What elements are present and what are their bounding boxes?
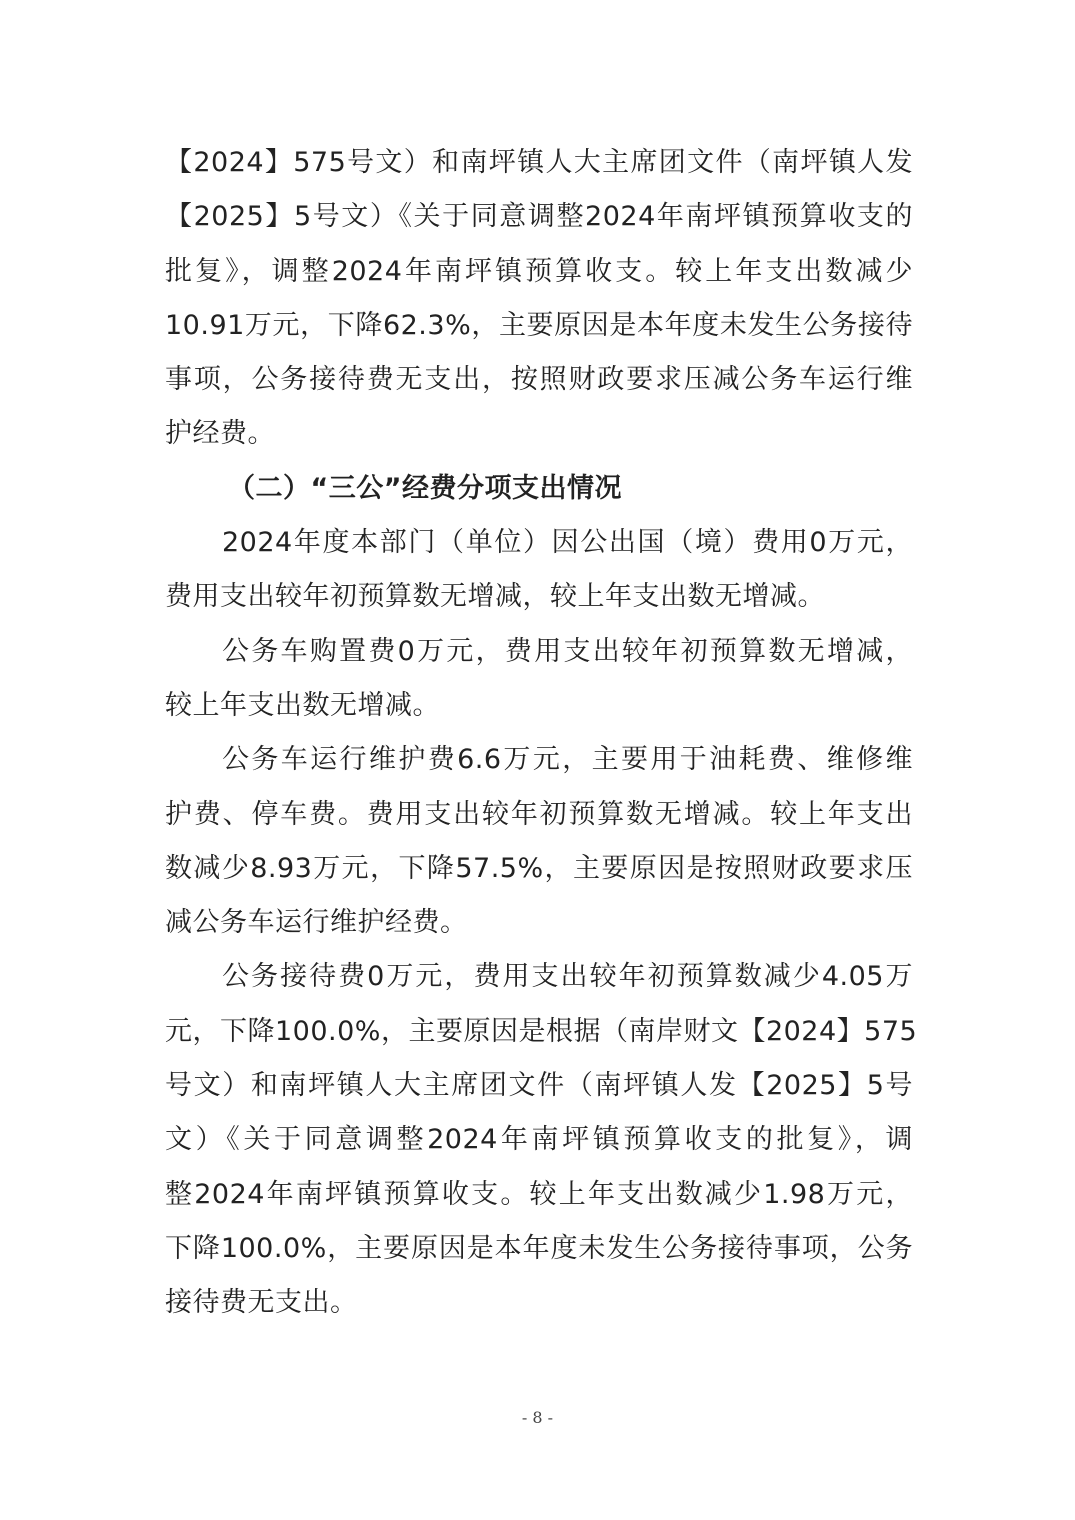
page-number: - 8 - bbox=[521, 1408, 554, 1427]
body-line: 护经费。 bbox=[165, 418, 275, 450]
body-line: 10.91万元，下降62.3%，主要原因是本年度未发生公务接待 bbox=[165, 309, 913, 341]
section-heading: （二）“三公”经费分项支出情况 bbox=[228, 472, 622, 504]
body-line: 较上年支出数无增减。 bbox=[165, 689, 440, 721]
body-line: 费用支出较年初预算数无增减，较上年支出数无增减。 bbox=[165, 581, 825, 613]
body-line: 公务车购置费0万元，费用支出较年初预算数无增减， bbox=[222, 635, 913, 667]
body-line: 护费、停车费。费用支出较年初预算数无增减。较上年支出 bbox=[165, 798, 913, 830]
body-line: 下降100.0%，主要原因是本年度未发生公务接待事项，公务 bbox=[165, 1232, 913, 1264]
body-line: 公务接待费0万元，费用支出较年初预算数减少4.05万 bbox=[222, 961, 913, 993]
body-line: 减公务车运行维护经费。 bbox=[165, 907, 468, 939]
body-line: 数减少8.93万元，下降57.5%，主要原因是按照财政要求压 bbox=[165, 852, 913, 884]
document-body bbox=[165, 136, 918, 1331]
body-line: 【2024】575号文）和南坪镇人大主席团文件（南坪镇人发 bbox=[165, 147, 913, 178]
body-line: 元，下降100.0%，主要原因是根据（南岸财文【2024】575 bbox=[165, 1015, 918, 1047]
body-line: 公务车运行维护费6.6万元，主要用于油耗费、维修维 bbox=[222, 744, 913, 776]
body-line: 【2025】5号文）《关于同意调整2024年南坪镇预算收支的 bbox=[165, 201, 913, 233]
body-line: 文）《关于同意调整2024年南坪镇预算收支的批复》，调 bbox=[165, 1124, 913, 1156]
body-line: 批复》，调整2024年南坪镇预算收支。较上年支出数减少 bbox=[165, 255, 913, 287]
body-line: 整2024年南坪镇预算收支。较上年支出数减少1.98万元， bbox=[165, 1178, 913, 1210]
body-line: 接待费无支出。 bbox=[165, 1287, 358, 1319]
body-line: 号文）和南坪镇人大主席团文件（南坪镇人发【2025】5号 bbox=[165, 1070, 913, 1102]
body-line: 2024年度本部门（单位）因公出国（境）费用0万元， bbox=[222, 527, 913, 559]
body-line: 事项，公务接待费无支出，按照财政要求压减公务车运行维 bbox=[165, 364, 913, 396]
